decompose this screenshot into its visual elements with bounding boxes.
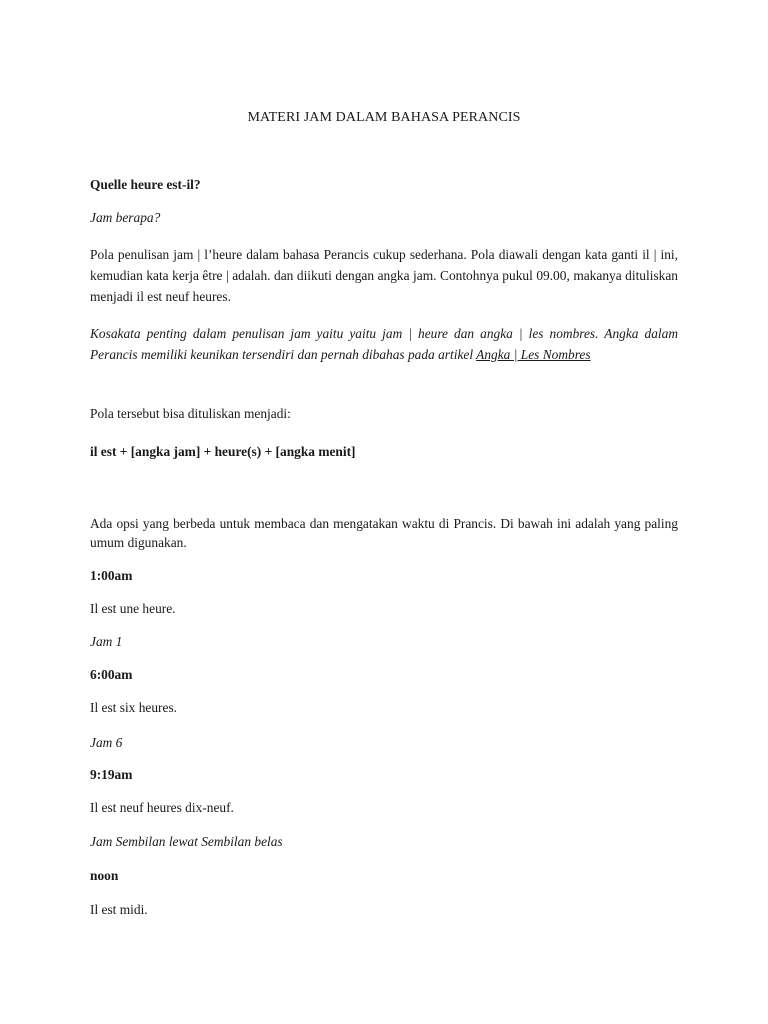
example-french: Il est midi. [90,902,148,917]
example-translation: Jam Sembilan lewat Sembilan belas [90,834,283,849]
example-translation: Jam 6 [90,735,123,750]
example-time: 1:00am [90,568,133,583]
options-paragraph: Ada opsi yang berbeda untuk membaca dan mengatakan waktu di Prancis. Di bawah ini adalah yang paling umum digunakan. [90,516,678,550]
pattern-intro: Pola tersebut bisa dituliskan menjadi: [90,406,291,421]
example-french: Il est neuf heures dix-neuf. [90,800,234,815]
document-page [90,0,678,1024]
example-french: Il est six heures. [90,700,178,715]
question-translation: Jam berapa? [90,210,161,225]
example-time: 9:19am [90,767,133,782]
example-time: 6:00am [90,667,133,682]
example-french: Il est une heure. [90,601,176,616]
vocab-paragraph-text: Kosakata penting dalam penulisan jam yaitu yaitu jam | heure dan angka | les nombres. Angka dalam Perancis memiliki keunikan tersendiri dan pernah dibahas pada artikel [90,326,678,362]
question-heading: Quelle heure est-il? [90,177,201,192]
vocab-link[interactable]: Angka | Les Nombres [476,347,591,362]
example-translation: Jam 1 [90,634,123,649]
example-time: noon [90,868,119,883]
pattern-formula: il est + [angka jam] + heure(s) + [angka menit] [90,444,356,459]
vocab-paragraph [90,323,678,365]
document-title: MATERI JAM DALAM BAHASA PERANCIS [247,110,521,125]
intro-paragraph: Pola penulisan jam | l’heure dalam bahasa Perancis cukup sederhana. Pola diawali dengan kata ganti il | ini, kemudian kata kerja être | adalah. dan diikuti dengan angka jam. Contohnya pukul 09.00, makanya dituliskan menjadi il est neuf heures. [90,247,678,304]
